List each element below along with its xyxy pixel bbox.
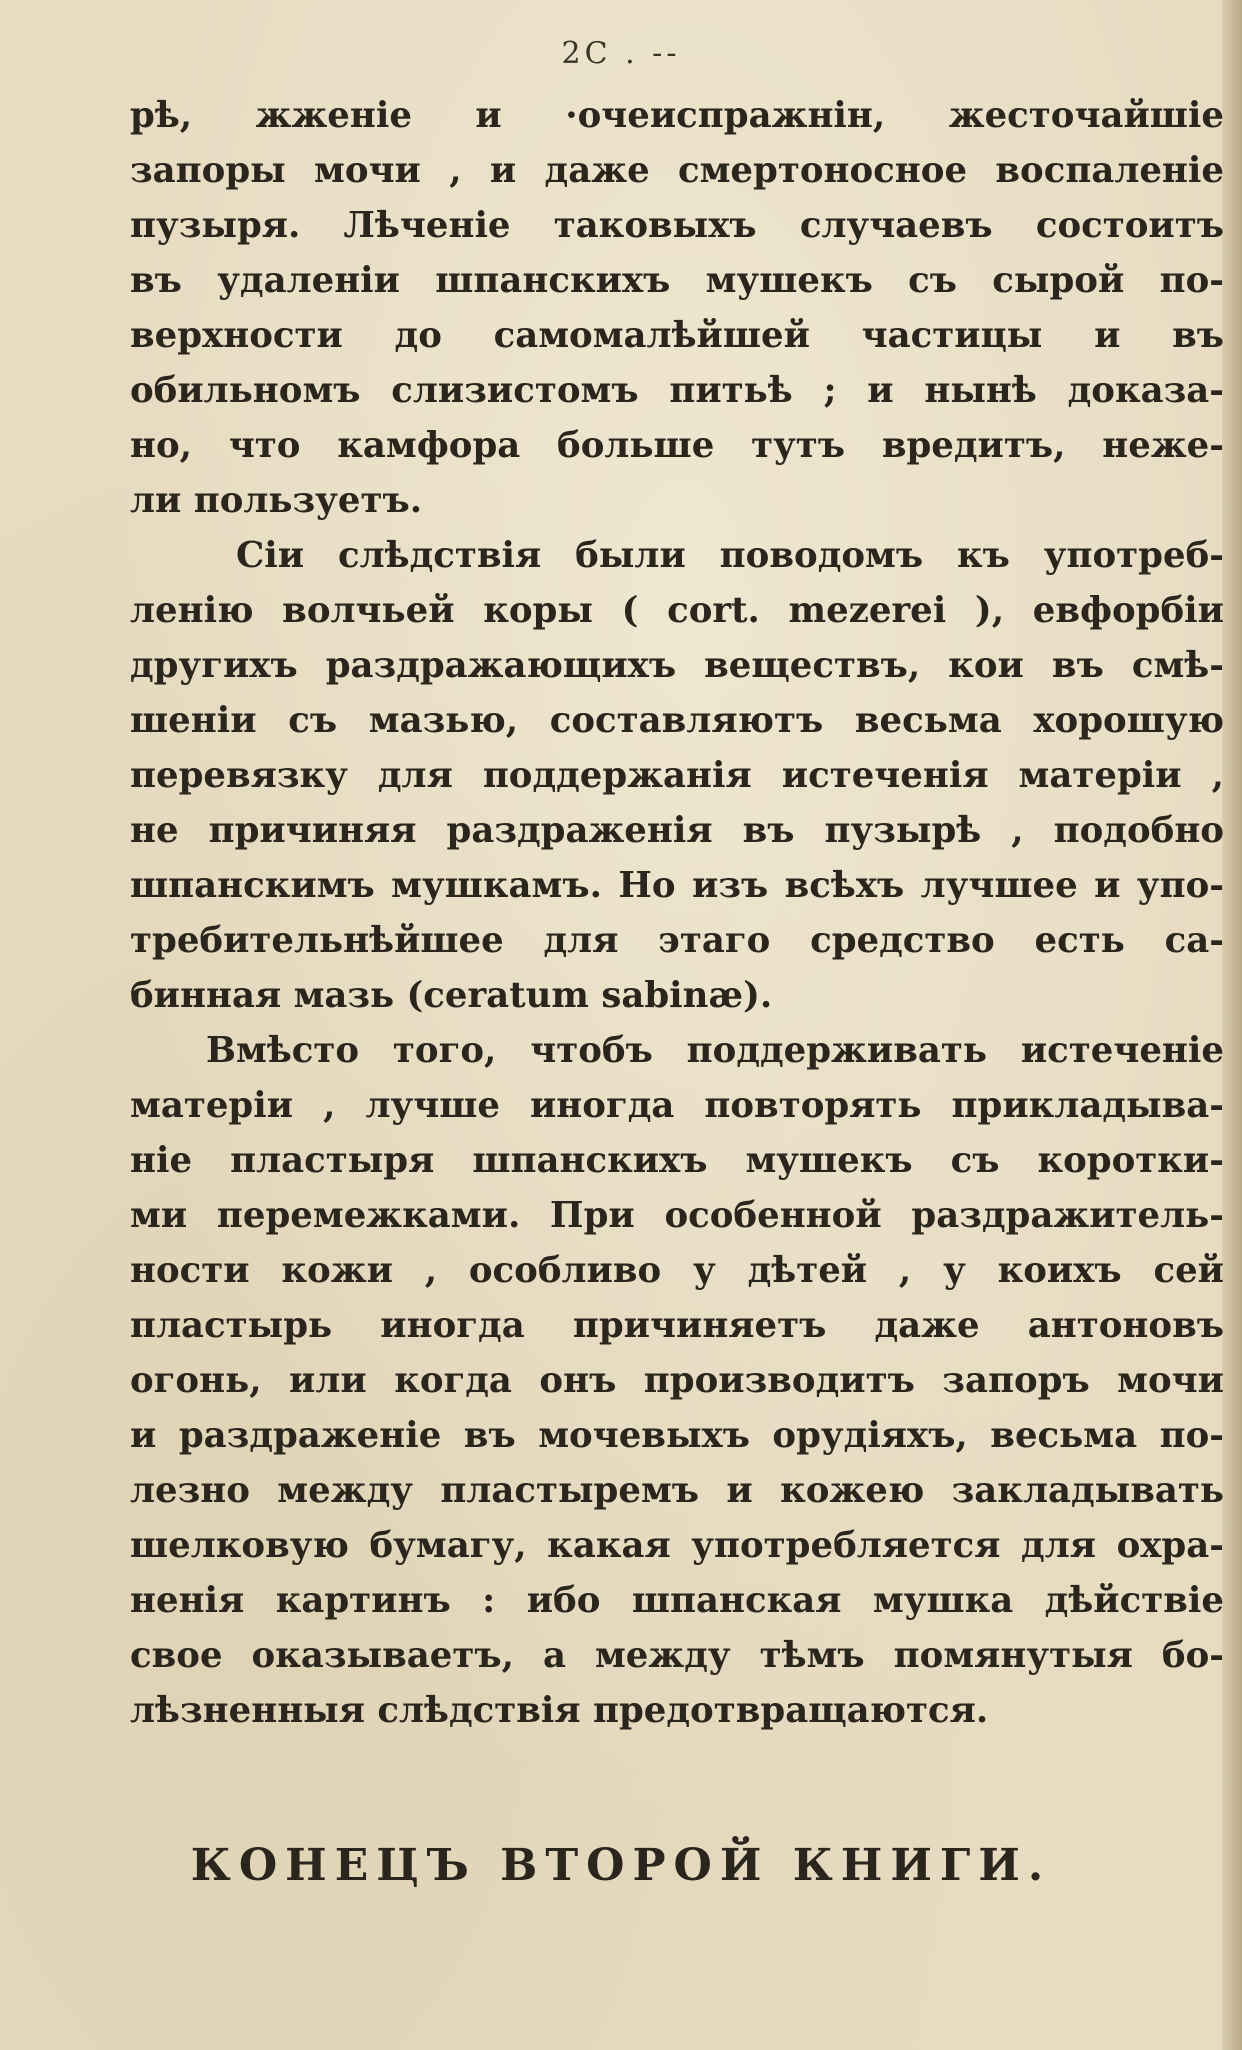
text-line: ности кожи , особливо у дѣтей , у коихъ сей: [130, 1250, 1224, 1291]
text-line: перевязку для поддержанія истеченія матеріи ,: [130, 755, 1224, 796]
text-line: матеріи , лучше иногда повторять прикладыва-: [130, 1085, 1224, 1126]
text-line: ли пользуетъ.: [130, 480, 423, 521]
text-line: пузыря. Лѣченіе таковыхъ случаевъ состоитъ: [130, 205, 1224, 246]
text-line: не причиняя раздраженія въ пузырѣ , подобно: [130, 810, 1224, 851]
text-line: ленію волчьей коры ( cort. mezerei ), евфорбіи: [130, 590, 1224, 631]
page-number: 2С . --: [561, 36, 681, 71]
text-line: лезно между пластыремъ и кожею закладывать: [130, 1470, 1224, 1511]
text-line: свое оказываетъ, а между тѣмъ помянутыя бо-: [130, 1635, 1224, 1676]
text-line: но, что камфора больше тутъ вредитъ, неже-: [130, 425, 1224, 466]
text-line: и раздраженіе въ мочевыхъ орудіяхъ, весьма по-: [130, 1415, 1224, 1456]
text-line: въ удаленіи шпанскихъ мушекъ съ сырой по-: [130, 260, 1224, 301]
book-ending-heading: КОНЕЦЪ ВТОРОЙ КНИГИ.: [190, 1840, 1052, 1891]
text-line: ненія картинъ : ибо шпанская мушка дѣйствіе: [130, 1580, 1224, 1621]
text-line: ми перемежками. При особенной раздражитель-: [130, 1195, 1224, 1236]
text-line: шеніи съ мазью, составляютъ весьма хорошую: [130, 700, 1224, 741]
text-line: обильномъ слизистомъ питьѣ ; и нынѣ доказа-: [130, 370, 1224, 411]
text-line: шпанскимъ мушкамъ. Но изъ всѣхъ лучшее и упо-: [130, 865, 1224, 906]
text-line: Вмѣсто того, чтобъ поддерживать истеченіе: [206, 1030, 1224, 1071]
text-line: требительнѣйшее для этаго средство есть са-: [130, 920, 1224, 961]
text-line: шелковую бумагу, какая употребляется для охра-: [130, 1525, 1224, 1566]
text-line: другихъ раздражающихъ веществъ, кои въ смѣ-: [130, 645, 1224, 686]
text-line: Сіи слѣдствія были поводомъ къ употреб-: [236, 535, 1224, 576]
text-line: рѣ, жженіе и ·очеиспражнін, жесточайшіе: [130, 95, 1224, 136]
text-line: лѣзненныя слѣдствія предотвращаются.: [130, 1690, 989, 1731]
page-edge: [1222, 0, 1242, 2050]
text-line: пластырь иногда причиняетъ даже антоновъ: [130, 1305, 1224, 1346]
text-line: бинная мазь (ceratum sabinæ).: [130, 975, 773, 1016]
text-line: запоры мочи , и даже смертоносное воспаленіе: [130, 150, 1224, 191]
text-line: огонь, или когда онъ производитъ запоръ мочи: [130, 1360, 1224, 1401]
text-line: верхности до самомалѣйшей частицы и въ: [130, 315, 1224, 356]
body-text: [130, 88, 1224, 1738]
text-line: ніе пластыря шпанскихъ мушекъ съ коротки-: [130, 1140, 1224, 1181]
